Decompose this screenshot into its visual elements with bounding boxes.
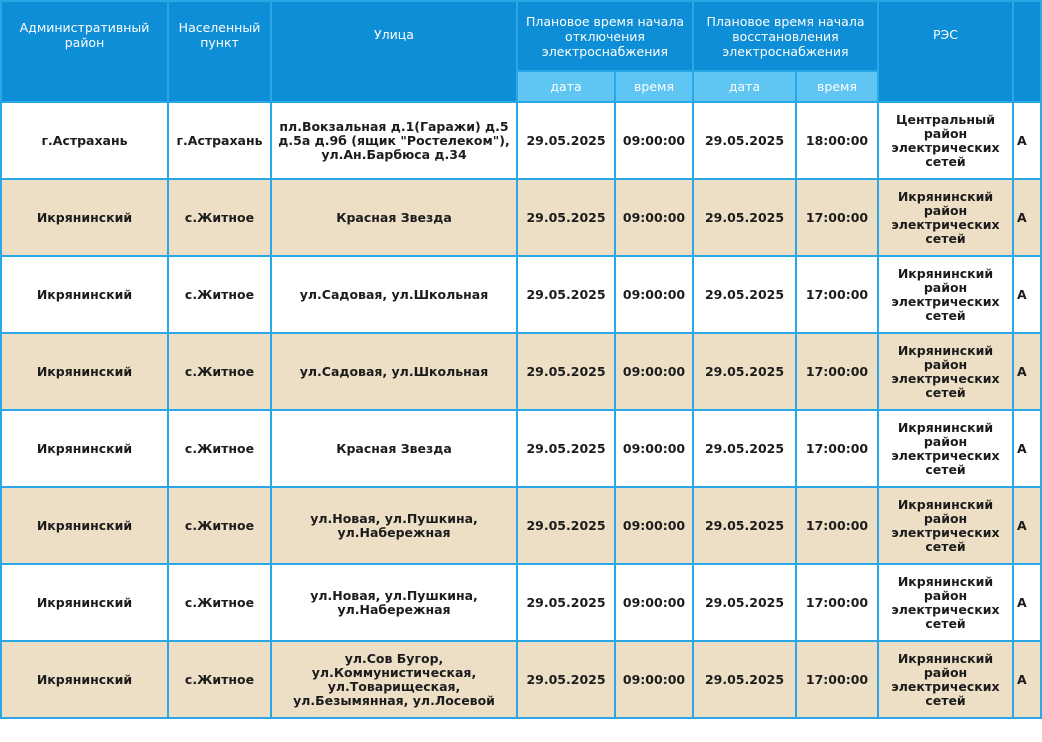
cell-district: Икрянинский [1, 487, 168, 564]
cell-district: Икрянинский [1, 564, 168, 641]
subheader-off-time: время [615, 71, 693, 102]
cell-off-time: 09:00:00 [615, 564, 693, 641]
cell-district: Икрянинский [1, 333, 168, 410]
cell-off-time: 09:00:00 [615, 487, 693, 564]
header-locality: Населенный пункт [168, 1, 271, 102]
cell-street: ул.Садовая, ул.Школьная [271, 333, 517, 410]
table-row [1, 487, 1041, 564]
cell-extra: А [1013, 179, 1041, 256]
cell-restore-time: 18:00:00 [796, 102, 878, 179]
table-row [1, 102, 1041, 179]
cell-extra: А [1013, 256, 1041, 333]
cell-res: Икрянинский район электрических сетей [878, 333, 1013, 410]
cell-restore-time: 17:00:00 [796, 564, 878, 641]
cell-off-time: 09:00:00 [615, 333, 693, 410]
cell-restore-time: 17:00:00 [796, 641, 878, 718]
table-row [1, 333, 1041, 410]
header-extra [1013, 1, 1041, 102]
header-row [1, 1, 1041, 71]
cell-res: Икрянинский район электрических сетей [878, 641, 1013, 718]
cell-street: ул.Садовая, ул.Школьная [271, 256, 517, 333]
table-row [1, 410, 1041, 487]
cell-off-date: 29.05.2025 [517, 641, 615, 718]
header-street: Улица [271, 1, 517, 102]
cell-district: г.Астрахань [1, 102, 168, 179]
cell-locality: с.Житное [168, 641, 271, 718]
cell-off-time: 09:00:00 [615, 102, 693, 179]
cell-extra: А [1013, 333, 1041, 410]
table-row [1, 641, 1041, 718]
cell-street: ул.Новая, ул.Пушкина, ул.Набережная [271, 487, 517, 564]
cell-off-time: 09:00:00 [615, 641, 693, 718]
cell-res: Икрянинский район электрических сетей [878, 487, 1013, 564]
table-row [1, 179, 1041, 256]
subheader-restore-time: время [796, 71, 878, 102]
header-off-start: Плановое время начала отключения электроснабжения [517, 1, 693, 71]
cell-street: Красная Звезда [271, 179, 517, 256]
cell-restore-date: 29.05.2025 [693, 564, 796, 641]
header-res: РЭС [878, 1, 1013, 102]
subheader-off-date: дата [517, 71, 615, 102]
cell-extra: А [1013, 564, 1041, 641]
cell-restore-date: 29.05.2025 [693, 256, 796, 333]
cell-restore-time: 17:00:00 [796, 179, 878, 256]
subheader-restore-date: дата [693, 71, 796, 102]
table-row [1, 564, 1041, 641]
cell-off-date: 29.05.2025 [517, 179, 615, 256]
cell-restore-time: 17:00:00 [796, 410, 878, 487]
cell-district: Икрянинский [1, 641, 168, 718]
cell-street: Красная Звезда [271, 410, 517, 487]
cell-district: Икрянинский [1, 179, 168, 256]
cell-off-time: 09:00:00 [615, 410, 693, 487]
cell-restore-date: 29.05.2025 [693, 179, 796, 256]
cell-off-time: 09:00:00 [615, 256, 693, 333]
header-district: Административный район [1, 1, 168, 102]
cell-res: Икрянинский район электрических сетей [878, 179, 1013, 256]
cell-off-date: 29.05.2025 [517, 564, 615, 641]
cell-street: пл.Вокзальная д.1(Гаражи) д.5 д.5а д.9б (ящик "Ростелеком"), ул.Ан.Барбюса д.34 [271, 102, 517, 179]
cell-locality: с.Житное [168, 564, 271, 641]
cell-restore-time: 17:00:00 [796, 256, 878, 333]
cell-res: Икрянинский район электрических сетей [878, 410, 1013, 487]
cell-restore-date: 29.05.2025 [693, 487, 796, 564]
cell-street: ул.Сов Бугор, ул.Коммунистическая, ул.Товарищеская, ул.Безымянная, ул.Лосевой [271, 641, 517, 718]
table-row [1, 256, 1041, 333]
cell-res: Икрянинский район электрических сетей [878, 256, 1013, 333]
cell-extra: А [1013, 641, 1041, 718]
cell-off-date: 29.05.2025 [517, 333, 615, 410]
cell-res: Центральный район электрических сетей [878, 102, 1013, 179]
cell-locality: с.Житное [168, 410, 271, 487]
cell-off-time: 09:00:00 [615, 179, 693, 256]
cell-locality: с.Житное [168, 333, 271, 410]
cell-locality: с.Житное [168, 487, 271, 564]
cell-restore-date: 29.05.2025 [693, 333, 796, 410]
header-restore-start: Плановое время начала восстановления электроснабжения [693, 1, 878, 71]
cell-street: ул.Новая, ул.Пушкина, ул.Набережная [271, 564, 517, 641]
cell-restore-time: 17:00:00 [796, 487, 878, 564]
cell-res: Икрянинский район электрических сетей [878, 564, 1013, 641]
cell-restore-date: 29.05.2025 [693, 410, 796, 487]
cell-extra: А [1013, 410, 1041, 487]
cell-district: Икрянинский [1, 410, 168, 487]
cell-locality: с.Житное [168, 256, 271, 333]
cell-off-date: 29.05.2025 [517, 256, 615, 333]
cell-off-date: 29.05.2025 [517, 102, 615, 179]
cell-locality: с.Житное [168, 179, 271, 256]
cell-district: Икрянинский [1, 256, 168, 333]
cell-extra: А [1013, 102, 1041, 179]
cell-extra: А [1013, 487, 1041, 564]
cell-off-date: 29.05.2025 [517, 410, 615, 487]
cell-restore-time: 17:00:00 [796, 333, 878, 410]
cell-off-date: 29.05.2025 [517, 487, 615, 564]
cell-locality: г.Астрахань [168, 102, 271, 179]
cell-restore-date: 29.05.2025 [693, 102, 796, 179]
cell-restore-date: 29.05.2025 [693, 641, 796, 718]
